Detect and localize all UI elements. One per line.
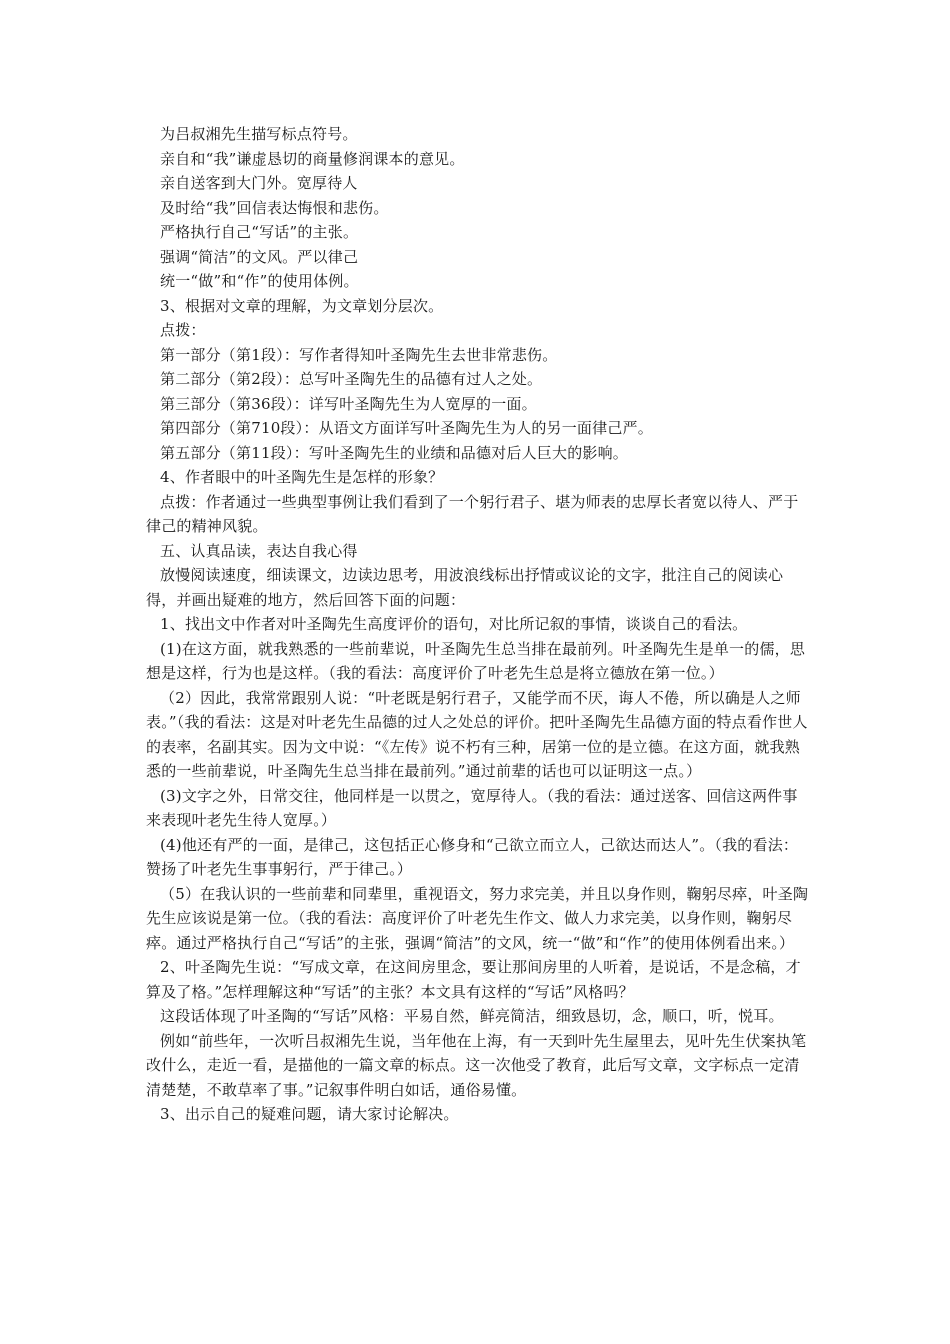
question-heading: 1、找出文中作者对叶圣陶先生高度评价的语句，对比所记叙的事情，谈谈自己的看法。 xyxy=(160,615,748,633)
quote-paragraph: （2）因此，我常常跟别人说：“叶老既是躬行君子，又能学而不厌，诲人不倦，所以确是人之师表。”（我的看法：这是对叶老先生品德的过人之处总的评价。把叶圣陶先生品德方面的特点看作世人的表率，名副其实。因为文中说：“《左传》说不朽有三种，居第一位的是立德。在这方面，就我熟悉的一些前辈说，叶圣陶先生总当排在最前列。”通过前辈的话也可以证明这一点。） xyxy=(146,688,808,780)
paragraph: 例如“前些年，一次听吕叔湘先生说，当年他在上海，有一天到叶先生屋里去，见叶先生伏案执笔改什么，走近一看，是描他的一篇文章的标点。这一次他受了教育，此后写文章，文字标点一定清清楚楚，不敢草率了事。”记叙事件明白如话，通俗易懂。 xyxy=(146,1031,807,1099)
quote-paragraph: (4)他还有严的一面，是律己，这包括正心修身和“己欲立而立人，己欲达而达人”。（我的看法：赞扬了叶老先生事事躬行，严于律己。） xyxy=(146,835,799,878)
quote-paragraph: (1)在这方面，就我熟悉的一些前辈说，叶圣陶先生总当排在最前列。叶圣陶先生是单一的儒，思想是这样，行为也是这样。（我的看法：高度评价了叶老先生总是将立德放在第一位。） xyxy=(146,639,806,682)
paragraph: 这段话体现了叶圣陶的“写话”风格：平易自然，鲜亮简洁，细致恳切，念，顺口，听，悦耳。 xyxy=(160,1007,784,1025)
question-heading: 3、出示自己的疑难问题，请大家讨论解决。 xyxy=(160,1105,459,1123)
hint-paragraph: 点拨：作者通过一些典型事例让我们看到了一个躬行君子、堪为师表的忠厚长者宽以待人、严于律己的精神风貌。 xyxy=(146,492,799,535)
quote-paragraph: （5）在我认识的一些前辈和同辈里，重视语文，努力求完美，并且以身作则，鞠躬尽瘁，叶圣陶先生应该说是第一位。（我的看法：高度评价了叶老先生作文、做人力求完美，以身作则，鞠躬尽瘁。通过严格执行自己“写话”的主张，强调“简洁”的文风，统一“做”和“作”的使用体例看出来。） xyxy=(146,884,809,952)
section-item: 第四部分（第710段）：从语文方面详写叶圣陶先生为人的另一面律己严。 xyxy=(160,419,653,437)
paragraph: 放慢阅读速度，细读课文，边读边思考，用波浪线标出抒情或议论的文字，批注自己的阅读心得，并画出疑难的地方，然后回答下面的问题： xyxy=(146,566,784,609)
question-heading: 2、叶圣陶先生说：“写成文章，在这间房里念，要让那间房里的人听着，是说话，不是念稿，才算及了格。”怎样理解这种“写话”的主张？本文具有这样的“写话”风格吗？ xyxy=(146,958,801,1001)
section-heading: 五、认真品读，表达自我心得 xyxy=(160,541,358,560)
quote-paragraph: (3)文字之外，日常交往，他同样是一以贯之，宽厚待人。（我的看法：通过送客、回信这两件事来表现叶老先生待人宽厚。） xyxy=(146,786,798,829)
section-item: 第五部分（第11段）：写叶圣陶先生的业绩和品德对后人巨大的影响。 xyxy=(160,443,628,462)
paragraph: 严格执行自己“写话”的主张。 xyxy=(160,223,359,241)
paragraph: 强调“简洁”的文风。严以律己 xyxy=(160,247,359,266)
section-item: 第二部分（第2段）：总写叶圣陶先生的品德有过人之处。 xyxy=(160,370,543,388)
paragraph: 亲自和“我”谦虚恳切的商量修润课本的意见。 xyxy=(160,149,465,168)
paragraph: 统一“做”和“作”的使用体例。 xyxy=(160,272,359,290)
question-heading: 4、作者眼中的叶圣陶先生是怎样的形象？ xyxy=(160,468,444,486)
section-item: 第三部分（第36段）：详写叶圣陶先生为人宽厚的一面。 xyxy=(160,394,537,413)
section-item: 第一部分（第1段）：写作者得知叶圣陶先生去世非常悲伤。 xyxy=(160,345,558,364)
paragraph: 为吕叔湘先生描写标点符号。 xyxy=(160,125,358,143)
paragraph: 及时给“我”回信表达悔恨和悲伤。 xyxy=(160,198,389,217)
hint-label: 点拨： xyxy=(160,321,206,339)
question-heading: 3、根据对文章的理解，为文章划分层次。 xyxy=(160,296,444,315)
paragraph: 亲自送客到大门外。宽厚待人 xyxy=(160,174,358,192)
document-body xyxy=(146,122,810,1127)
